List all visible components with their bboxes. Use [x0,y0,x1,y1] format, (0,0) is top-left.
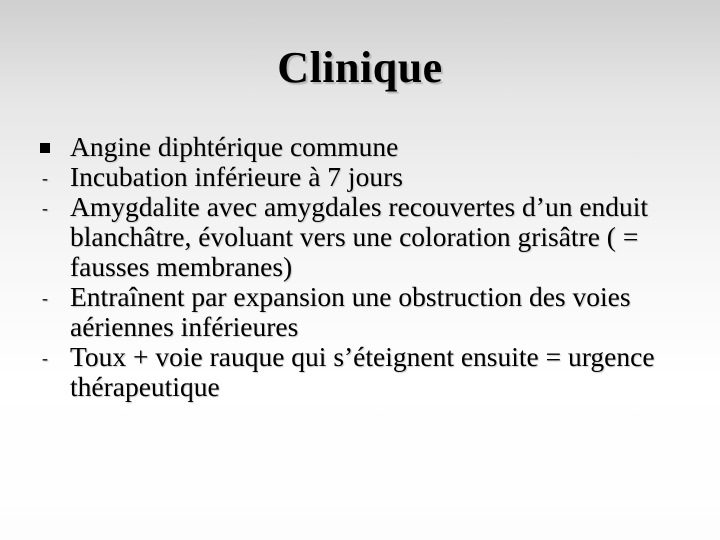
bullet-list [40,132,690,402]
list-item [40,132,690,162]
list-item-text: Angine diphtérique commune [70,131,399,162]
dash-bullet: - [42,348,48,368]
list-item [40,282,690,342]
square-bullet-icon [40,143,50,153]
list-item [40,162,690,192]
list-item-text: Incubation inférieure à 7 jours [70,161,403,192]
list-item-text: Entraînent par expansion une obstruction des voies aériennes inférieures [70,281,631,342]
list-item [40,192,690,282]
dash-bullet: - [42,168,48,188]
list-item-text: Amygdalite avec amygdales recouvertes d’un enduit blanchâtre, évoluant vers une coloration grisâtre ( = fausses membranes) [70,191,649,282]
dash-bullet: - [42,288,48,308]
dash-bullet: - [42,198,48,218]
list-item [40,342,690,402]
list-item-text: Toux + voie rauque qui s’éteignent ensuite = urgence thérapeutique [70,341,655,402]
slide-title: Clinique [277,43,443,92]
